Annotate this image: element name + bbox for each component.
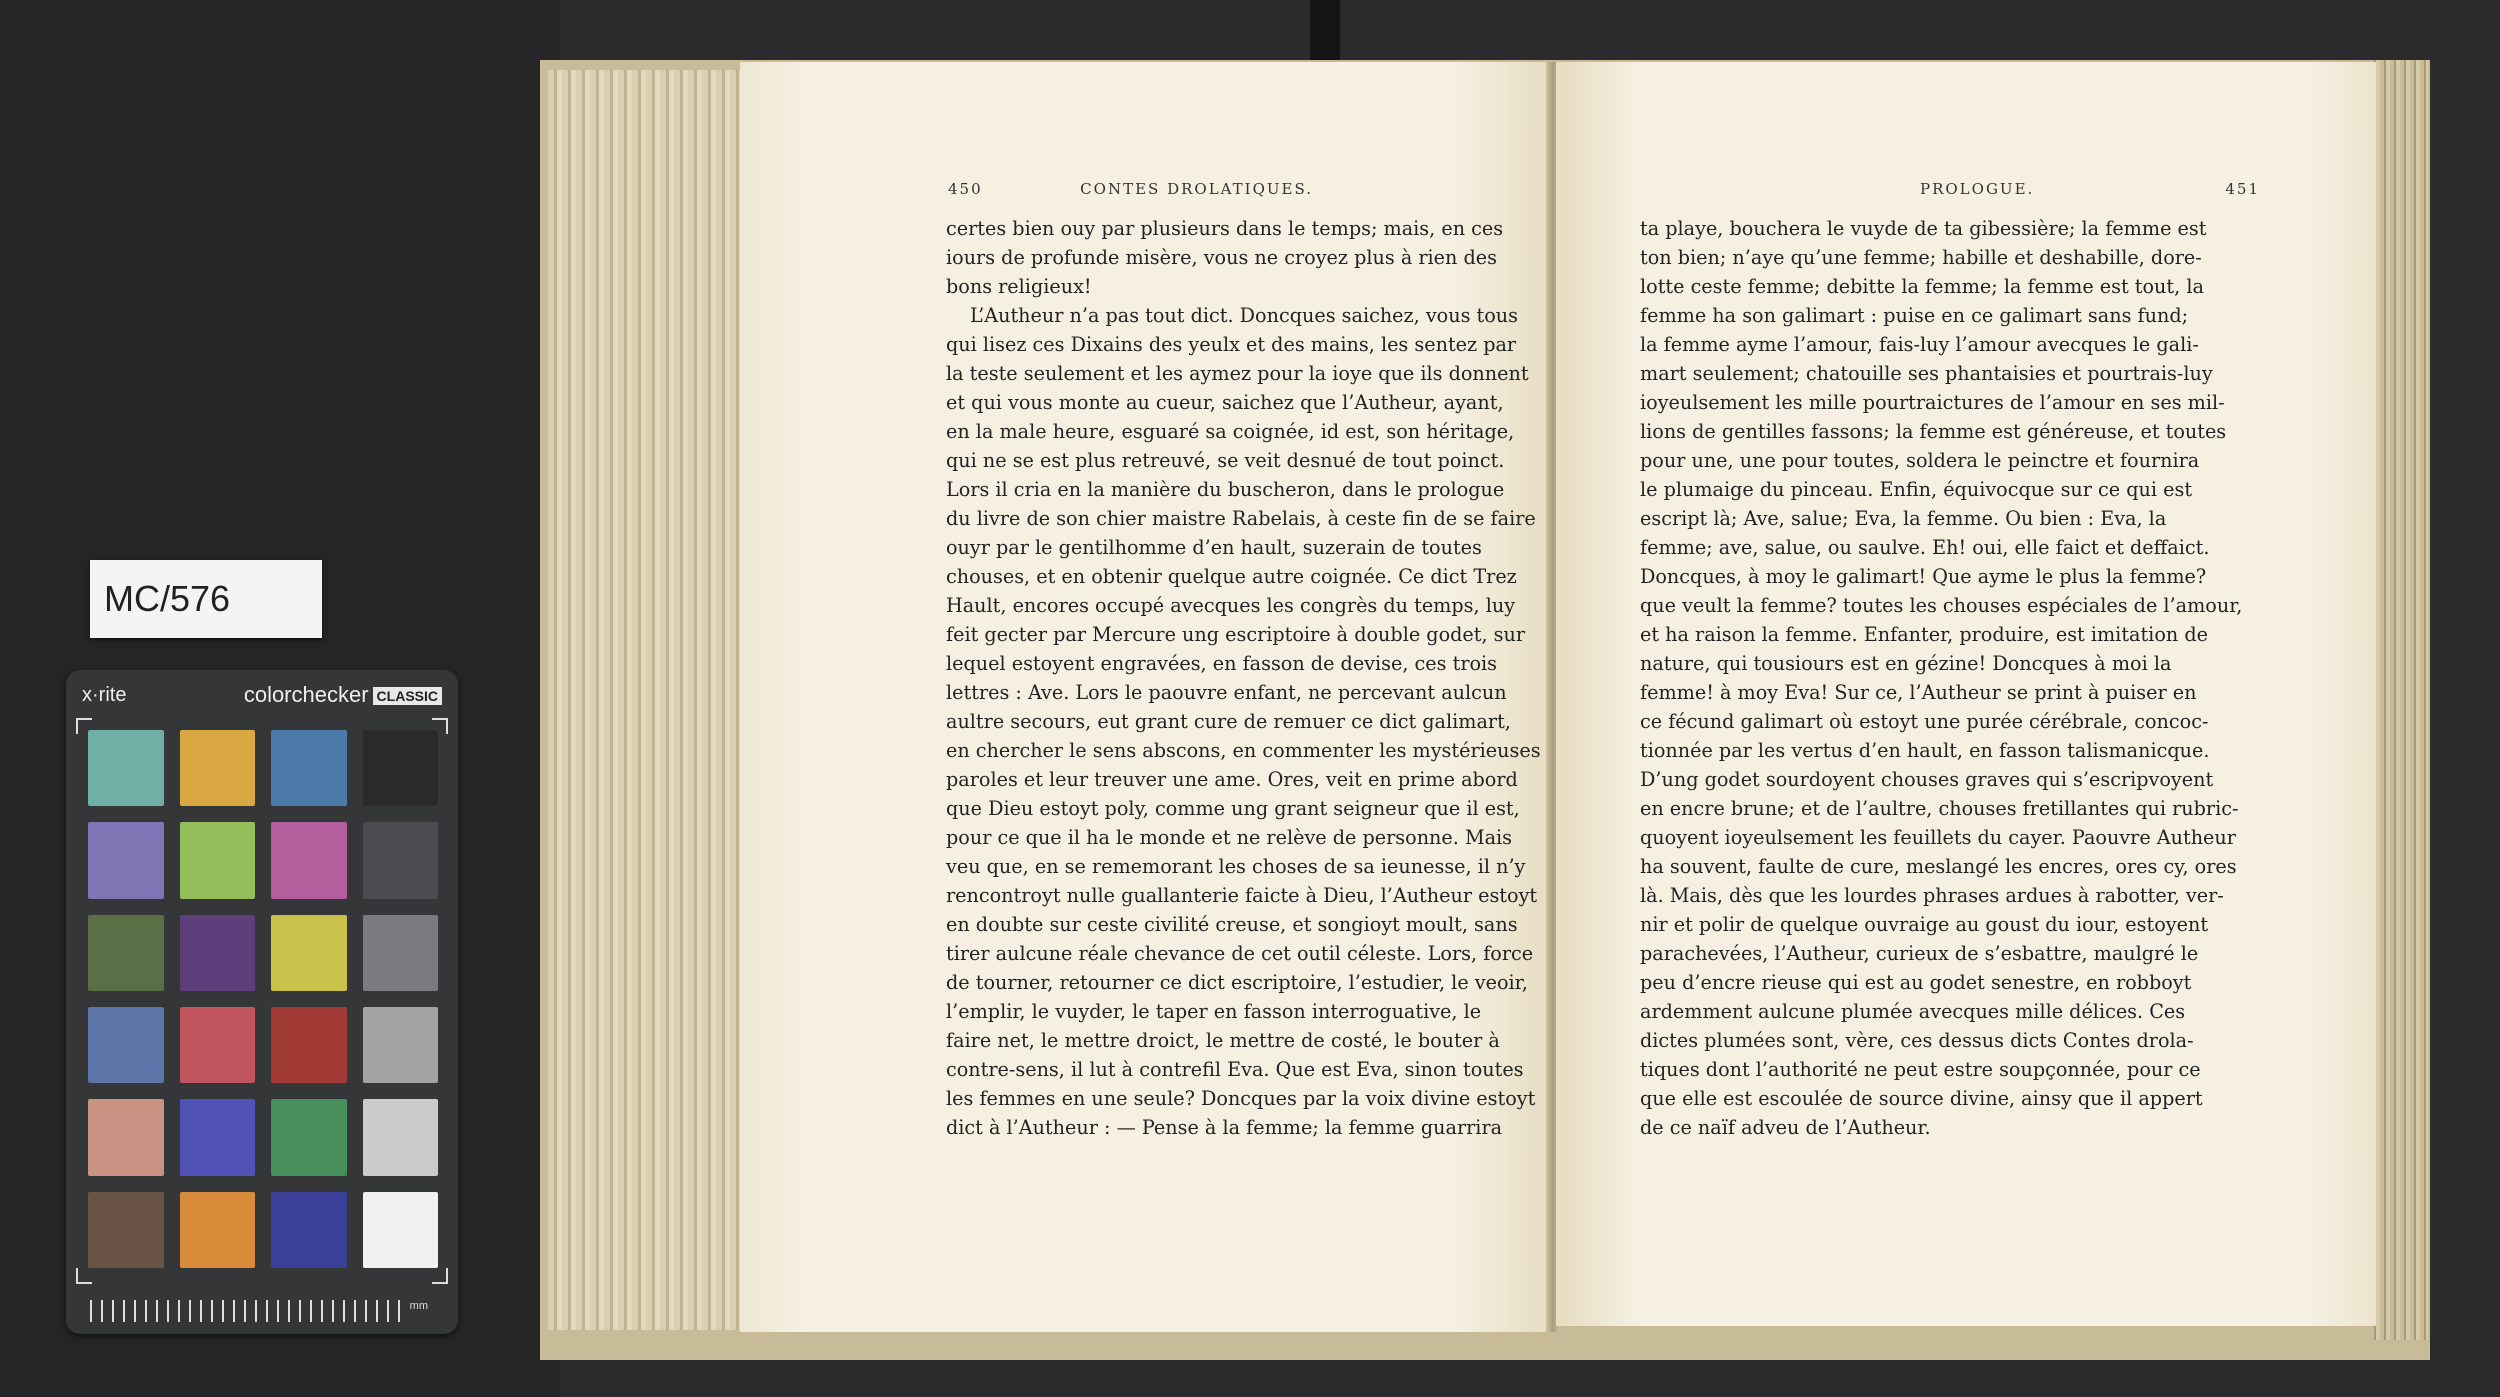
color-swatch [363,1099,439,1175]
color-swatch [363,822,439,898]
color-swatch [180,1007,256,1083]
right-running-title: PROLOGUE. [1920,180,2035,198]
text-line: la femme ayme l’amour, fais-luy l’amour avecques le gali- [1640,333,2199,356]
text-line: quoyent ioyeulsement les feuillets du cayer. Paouvre Autheur [1640,826,2236,849]
color-swatch [363,915,439,991]
text-line: paroles et leur treuver une ame. Ores, veit en prime abord [946,768,1518,791]
color-swatch [180,1192,256,1268]
text-line: faire net, le mettre droict, le mettre de costé, le bouter à [946,1029,1500,1052]
text-line: D’ung godet sourdoyent chouses graves qui s’escripvoyent [1640,768,2214,791]
right-running-head [1840,180,2260,198]
checker-edition: CLASSIC [373,687,442,705]
ruler-unit: mm [409,1300,428,1312]
text-line: le plumaige du pinceau. Enfin, équivocque sur ce qui est [1640,478,2193,501]
text-line: qui lisez ces Dixains des yeulx et des mains, les sentez par [946,333,1517,356]
crop-mark-icon [432,1268,448,1284]
text-line: du livre de son chier maistre Rabelais, à ceste fin de se faire [946,507,1536,530]
color-swatch [271,1007,347,1083]
text-line: là. Mais, dès que les lourdes phrases ardues à rabotter, ver- [1640,884,2224,907]
color-swatch [88,730,164,806]
text-line: pour une, une pour toutes, soldera le peinctre et fournira [1640,449,2200,472]
right-page [1556,62,2376,1326]
text-line: chouses, et en obtenir quelque autre coignée. Ce dict Trez [946,565,1517,588]
left-running-head [948,180,1368,198]
text-line: et qui vous monte au cueur, saichez que l’Autheur, ayant, [946,391,1504,414]
text-line: feit gecter par Mercure ung escriptoire à double godet, sur [946,623,1526,646]
text-line: contre-sens, il lut à contrefil Eva. Que est Eva, sinon toutes [946,1058,1524,1081]
text-line: ta playe, bouchera le vuyde de ta gibessière; la femme est [1640,217,2207,240]
text-line: lotte ceste femme; debitte la femme; la femme est tout, la [1640,275,2204,298]
text-line: et ha raison la femme. Enfanter, produire, est imitation de [1640,623,2208,646]
left-page-edges [548,70,748,1330]
text-line: ouyr par le gentilhomme d’en hault, suzerain de toutes [946,536,1482,559]
left-page-number: 450 [948,180,983,198]
color-swatch [88,822,164,898]
color-swatch [271,1192,347,1268]
text-line: femme ha son galimart : puise en ce galimart sans fund; [1640,304,2189,327]
color-swatch [271,730,347,806]
text-line: ce fécund galimart où estoyt une purée cérébrale, concoc- [1640,710,2209,733]
text-line: qui ne se est plus retreuvé, se veit desnué de tout poinct. [946,449,1505,472]
right-page-text [1640,214,2243,1142]
text-line: lions de gentilles fassons; la femme est généreuse, et toutes [1640,420,2227,443]
color-swatch [180,822,256,898]
color-swatch [88,915,164,991]
text-line: en doubte sur ceste civilité creuse, et songioyt moult, sans [946,913,1518,936]
cradle-strip-top [1310,0,1340,60]
text-line: tionnée par les vertus d’en hault, en fasson talismanicque. [1640,739,2210,762]
right-page-number: 451 [2225,180,2260,198]
text-line: pour ce que il ha le monde et ne relève de personne. Mais [946,826,1513,849]
text-line: femme! à moy Eva! Sur ce, l’Autheur se print à puiser en [1640,681,2197,704]
color-swatch [363,1192,439,1268]
right-page-edges [2370,60,2428,1340]
text-line: certes bien ouy par plusieurs dans le temps; mais, en ces [946,217,1504,240]
color-swatch [271,822,347,898]
left-running-title: CONTES DROLATIQUES. [1080,180,1313,198]
crop-mark-icon [76,1268,92,1284]
color-swatch [363,730,439,806]
checker-product-name: colorchecker [243,682,369,707]
checker-brand: x·rite [82,684,127,706]
text-line: que elle est escoulée de source divine, ainsy que il appert [1640,1087,2203,1110]
color-swatch [88,1099,164,1175]
text-line: en chercher le sens abscons, en commenter les mystérieuses [946,739,1541,762]
text-line: ardemment aulcune plumée avecques mille délices. Ces [1640,1000,2186,1023]
color-swatch [363,1007,439,1083]
text-line: Lors il cria en la manière du buscheron, dans le prologue [946,478,1505,501]
color-checker-card [66,670,458,1334]
text-line: la teste seulement et les aymez pour la ioye que ils donnent [946,362,1529,385]
text-line: tiques dont l’authorité ne peut estre soupçonnée, pour ce [1640,1058,2201,1081]
text-line: escript là; Ave, salue; Eva, la femme. Ou bien : Eva, la [1640,507,2167,530]
text-line: dict à l’Autheur : — Pense à la femme; la femme guarrira [946,1116,1503,1139]
text-line: nature, qui tousiours est en gézine! Doncques à moi la [1640,652,2172,675]
text-line: de tourner, retourner ce dict escriptoire, l’estudier, le veoir, [946,971,1528,994]
text-line: mart seulement; chatouille ses phantaisies et pourtrais-luy [1640,362,2213,385]
text-line: veu que, en se rememorant les choses de sa ieunesse, il n’y [946,855,1526,878]
text-line: que Dieu estoyt poly, comme ung grant seigneur que il est, [946,797,1520,820]
text-line: tirer aulcune réale chevance de cet outil céleste. Lors, force [946,942,1534,965]
color-swatch [180,730,256,806]
text-line: nir et polir de quelque ouvraige au goust du iour, estoyent [1640,913,2209,936]
text-line: iours de profunde misère, vous ne croyez plus à rien des [946,246,1497,269]
color-swatch [88,1007,164,1083]
text-line: ioyeulsement les mille pourtraictures de l’amour en ses mil- [1640,391,2225,414]
checker-product [244,682,442,708]
text-line: les femmes en une seule? Doncques par la voix divine estoyt [946,1087,1536,1110]
text-line: peu d’encre rieuse qui est au godet senestre, en robboyt [1640,971,2192,994]
color-swatch [88,1192,164,1268]
color-swatch [271,1099,347,1175]
text-line: en la male heure, esguaré sa coignée, id est, son héritage, [946,420,1515,443]
text-line: lettres : Ave. Lors le paouvre enfant, ne percevant aulcun [946,681,1507,704]
text-line: Hault, encores occupé avecques les congrès du temps, luy [946,594,1516,617]
text-line: aultre secours, eut grant cure de remuer ce dict galimart, [946,710,1511,733]
left-page-text [946,214,1541,1142]
color-swatch [271,915,347,991]
text-line: que veult la femme? toutes les chouses espéciales de l’amour, [1640,594,2243,617]
text-line: ton bien; n’aye qu’une femme; habille et deshabille, dore- [1640,246,2202,269]
text-line: rencontroyt nulle guallanterie faicte à Dieu, l’Autheur estoyt [946,884,1538,907]
text-line: L’Autheur n’a pas tout dict. Doncques saichez, vous tous [970,304,1519,327]
text-line: en encre brune; et de l’aultre, chouses fretillantes qui rubric- [1640,797,2239,820]
left-page [740,62,1552,1332]
accession-label: MC/576 [90,560,322,638]
text-line: ha souvent, faulte de cure, meslangé les encres, ores cy, ores [1640,855,2237,878]
color-swatch [180,1099,256,1175]
text-line: bons religieux! [946,275,1092,298]
text-line: l’emplir, le vuyder, le taper en fasson interroguative, le [946,1000,1482,1023]
ruler-scale [90,1300,406,1322]
text-line: femme; ave, salue, ou saulve. Eh! oui, elle faict et deffaict. [1640,536,2210,559]
text-line: Doncques, à moy le galimart! Que ayme le plus la femme? [1640,565,2207,588]
text-line: lequel estoyent engravées, en fasson de devise, ces trois [946,652,1498,675]
color-swatch-grid [88,730,438,1268]
color-swatch [180,915,256,991]
text-line: parachevées, l’Autheur, curieux de s’esbattre, maulgré le [1640,942,2199,965]
text-line: dictes plumées sont, vère, ces dessus dicts Contes drola- [1640,1029,2194,1052]
text-line: de ce naïf adveu de l’Autheur. [1640,1116,1931,1139]
